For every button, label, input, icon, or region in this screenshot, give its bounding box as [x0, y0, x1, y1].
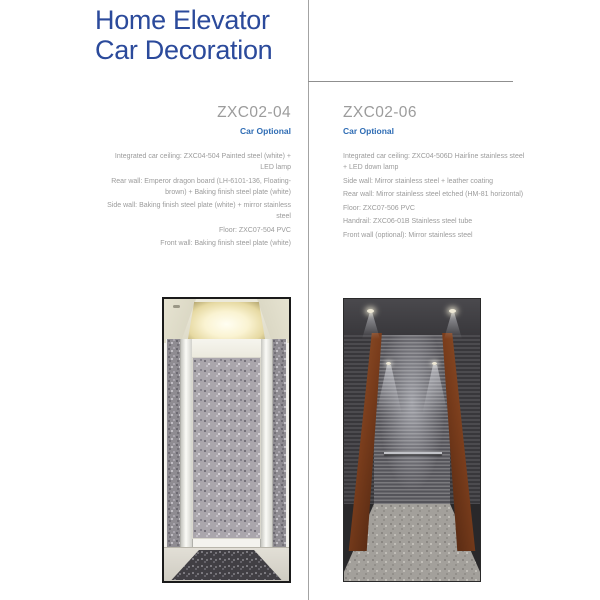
- page-title-line2: Car Decoration: [95, 35, 273, 65]
- rear-spotlight: [432, 362, 437, 365]
- page-title: [95, 5, 272, 65]
- page-title-line1: Home Elevator: [95, 5, 270, 35]
- side-mirror-panel: [271, 339, 287, 549]
- floor-carpet: [164, 550, 289, 580]
- elevator-photo-zxc02-06: [343, 298, 481, 582]
- car-ceiling: [344, 299, 480, 335]
- spec-line: Front wall: Baking finish steel plate (white): [160, 240, 291, 247]
- column-divider-line: [308, 0, 309, 600]
- ceiling-spotlight: [367, 309, 374, 313]
- spec-line: Side wall: Baking finish steel plate (white) + mirror stainless steel: [107, 202, 291, 220]
- spec-line: Floor: ZXC07-506 PVC: [343, 204, 415, 212]
- spec-line: Side wall: Mirror stainless steel + leather coating: [343, 177, 493, 185]
- car-optional-label: Car Optional: [239, 126, 291, 136]
- elevator-photo-zxc02-04: [162, 297, 291, 583]
- car-floor: [164, 547, 289, 582]
- right-column-rule: [308, 81, 513, 82]
- ceiling-light-panel: [188, 302, 265, 339]
- spec-line: Floor: ZXC07-504 PVC: [219, 226, 291, 234]
- spec-line: Front wall (optional): Mirror stainless steel: [343, 231, 473, 239]
- rear-wall-light-glow: [374, 335, 450, 504]
- spec-list: [101, 151, 291, 249]
- model-code: ZXC02-04: [217, 104, 291, 121]
- rear-wall-pattern-panel: [192, 357, 261, 539]
- spec-line: Integrated car ceiling: ZXC04-506D Hairline stainless steel + LED down lamp: [343, 153, 525, 171]
- rear-spotlight: [386, 362, 391, 365]
- car-optional-label: Car Optional: [343, 126, 395, 136]
- product-section-zxc02-06: [343, 104, 528, 243]
- stainless-pilaster: [260, 339, 273, 551]
- handrail: [384, 452, 442, 454]
- spec-list: [343, 151, 528, 241]
- spec-line: Integrated car ceiling: ZXC04-504 Painted steel (white) + LED lamp: [114, 153, 291, 171]
- model-code: ZXC02-06: [343, 104, 417, 121]
- spec-line: Handrail: ZXC06-01B Stainless steel tube: [343, 218, 473, 225]
- rear-wall-header: [192, 339, 261, 357]
- product-section-zxc02-04: [101, 104, 291, 252]
- spec-line: Rear wall: Emperor dragon board (LH-6101-136, Floating-brown) + Baking finish steel plate (white): [111, 177, 291, 196]
- spec-line: Rear wall: Mirror stainless steel etched (HM-81 horizontal): [343, 191, 524, 198]
- ceiling-speaker: [173, 305, 180, 308]
- ceiling-spotlight: [449, 309, 456, 313]
